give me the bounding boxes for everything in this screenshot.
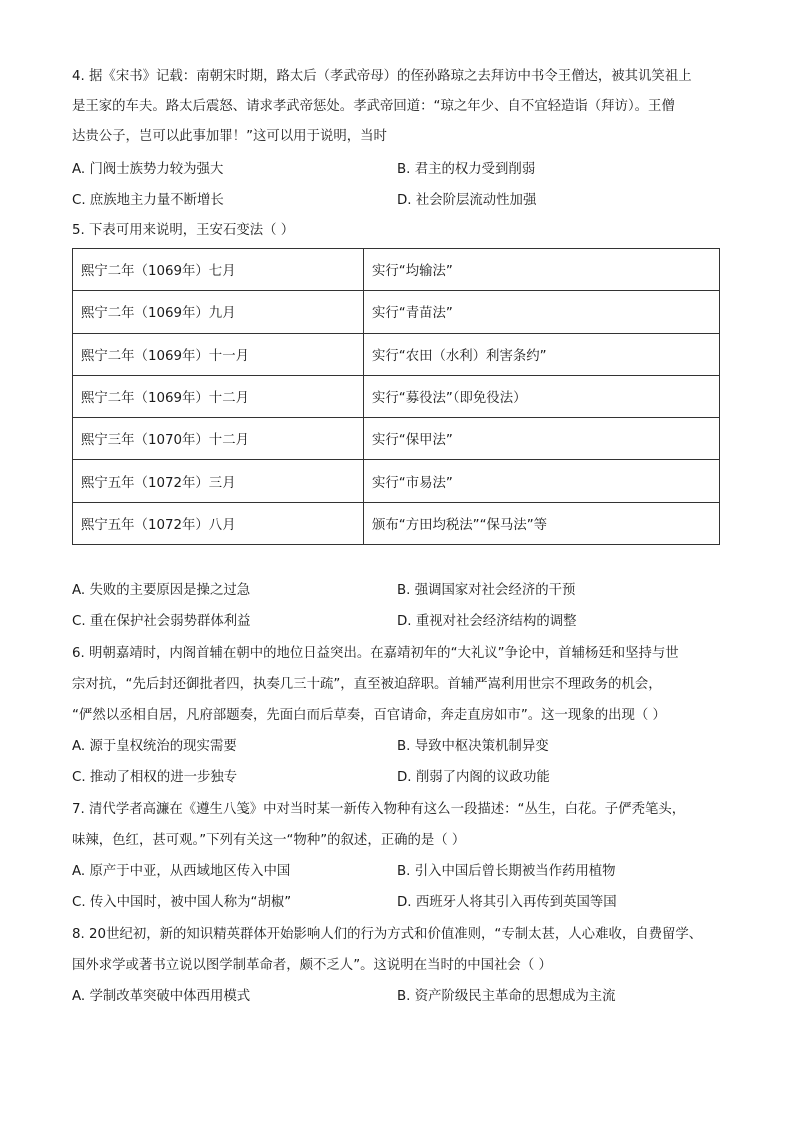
q7-stem-line-2: 味辣，色红，甚可观。”下列有关这一“物种”的叙述，正确的是（ ）	[72, 833, 466, 848]
q5-option-a[interactable]: A. 失败的主要原因是操之过急	[72, 583, 251, 598]
table-cell-date: 熙宁二年（1069年）十二月	[73, 375, 364, 417]
q4-stem-line-2: 是王家的车夫。路太后震怒、请求孝武帝惩处。孝武帝回道：“琼之年少、自不宜轻造诣（拜访）。王僧	[72, 99, 675, 114]
table-cell-date: 熙宁二年（1069年）七月	[73, 249, 364, 291]
table-row	[73, 291, 720, 333]
q4-option-c[interactable]: C. 庶族地主力量不断增长	[72, 193, 224, 208]
q6-option-d[interactable]: D. 削弱了内阁的议政功能	[397, 770, 550, 785]
table-cell-measure: 实行“农田（水利）利害条约”	[364, 333, 720, 375]
table-cell-measure: 实行“保甲法”	[364, 418, 720, 460]
q7-option-c[interactable]: C. 传入中国时，被中国人称为“胡椒”	[72, 895, 292, 910]
q8-stem-line-1: 8. 20世纪初，新的知识精英群体开始影响人们的行为方式和价值准则，“专制太甚，人心难收，自费留学、	[72, 927, 703, 942]
table-cell-date: 熙宁二年（1069年）十一月	[73, 333, 364, 375]
q5-option-d[interactable]: D. 重视对社会经济结构的调整	[397, 614, 577, 629]
q6-option-c[interactable]: C. 推动了相权的进一步独专	[72, 770, 238, 785]
q4-option-a[interactable]: A. 门阀士族势力较为强大	[72, 162, 224, 177]
table-cell-measure: 实行“市易法”	[364, 460, 720, 502]
table-cell-measure: 实行“均输法”	[364, 249, 720, 291]
q8-option-b[interactable]: B. 资产阶级民主革命的思想成为主流	[397, 989, 616, 1004]
table-cell-measure: 实行“募役法”（即免役法）	[364, 375, 720, 417]
q4-option-d[interactable]: D. 社会阶层流动性加强	[397, 193, 537, 208]
table-cell-measure: 实行“青苗法”	[364, 291, 720, 333]
table-row	[73, 502, 720, 544]
q6-stem-line-3: “俨然以丞相自居，凡府部题奏，先面白而后草奏，百官请命，奔走直房如市”。这一现象的出现（ ）	[72, 708, 666, 723]
table-row	[73, 375, 720, 417]
q5-option-c[interactable]: C. 重在保护社会弱势群体利益	[72, 614, 251, 629]
q6-option-a[interactable]: A. 源于皇权统治的现实需要	[72, 739, 237, 754]
q5-stem: 5. 下表可用来说明，王安石变法（ ）	[72, 223, 295, 238]
table-cell-date: 熙宁三年（1070年）十二月	[73, 418, 364, 460]
table-cell-date: 熙宁五年（1072年）八月	[73, 502, 364, 544]
q4-stem-line-3: 达贵公子，岂可以此事加罪！”这可以用于说明，当时	[72, 129, 387, 144]
table-row	[73, 333, 720, 375]
q8-stem-line-2: 国外求学或著书立说以图学制革命者，颇不乏人”。这说明在当时的中国社会（ ）	[72, 958, 552, 973]
table-row	[73, 418, 720, 460]
q5-option-b[interactable]: B. 强调国家对社会经济的干预	[397, 583, 576, 598]
q7-stem-line-1: 7. 清代学者高濂在《遵生八笺》中对当时某一新传入物种有这么一段描述：“丛生，白花。子俨秃笔头，	[72, 802, 686, 817]
q7-option-d[interactable]: D. 西班牙人将其引入再传到英国等国	[397, 895, 617, 910]
table-row	[73, 249, 720, 291]
q8-option-a[interactable]: A. 学制改革突破中体西用模式	[72, 989, 251, 1004]
q6-stem-line-2: 宗对抗，“先后封还御批者四，执奏几三十疏”，直至被迫辞职。首辅严嵩利用世宗不理政务的机会，	[72, 677, 662, 692]
table-cell-measure: 颁布“方田均税法”“保马法”等	[364, 502, 720, 544]
q6-stem-line-1: 6. 明朝嘉靖时，内阁首辅在朝中的地位日益突出。在嘉靖初年的“大礼议”争论中，首辅杨廷和坚持与世	[72, 646, 679, 661]
table-row	[73, 460, 720, 502]
q7-option-a[interactable]: A. 原产于中亚，从西域地区传入中国	[72, 864, 291, 879]
table-cell-date: 熙宁二年（1069年）九月	[73, 291, 364, 333]
q6-option-b[interactable]: B. 导致中枢决策机制异变	[397, 739, 549, 754]
q4-option-b[interactable]: B. 君主的权力受到削弱	[397, 162, 536, 177]
table-cell-date: 熙宁五年（1072年）三月	[73, 460, 364, 502]
q4-stem-line-1: 4. 据《宋书》记载：南朝宋时期，路太后（孝武帝母）的侄孙路琼之去拜访中书令王僧达，被其讥笑祖上	[72, 69, 692, 84]
reform-timeline-table	[72, 248, 720, 545]
q7-option-b[interactable]: B. 引入中国后曾长期被当作药用植物	[397, 864, 616, 879]
